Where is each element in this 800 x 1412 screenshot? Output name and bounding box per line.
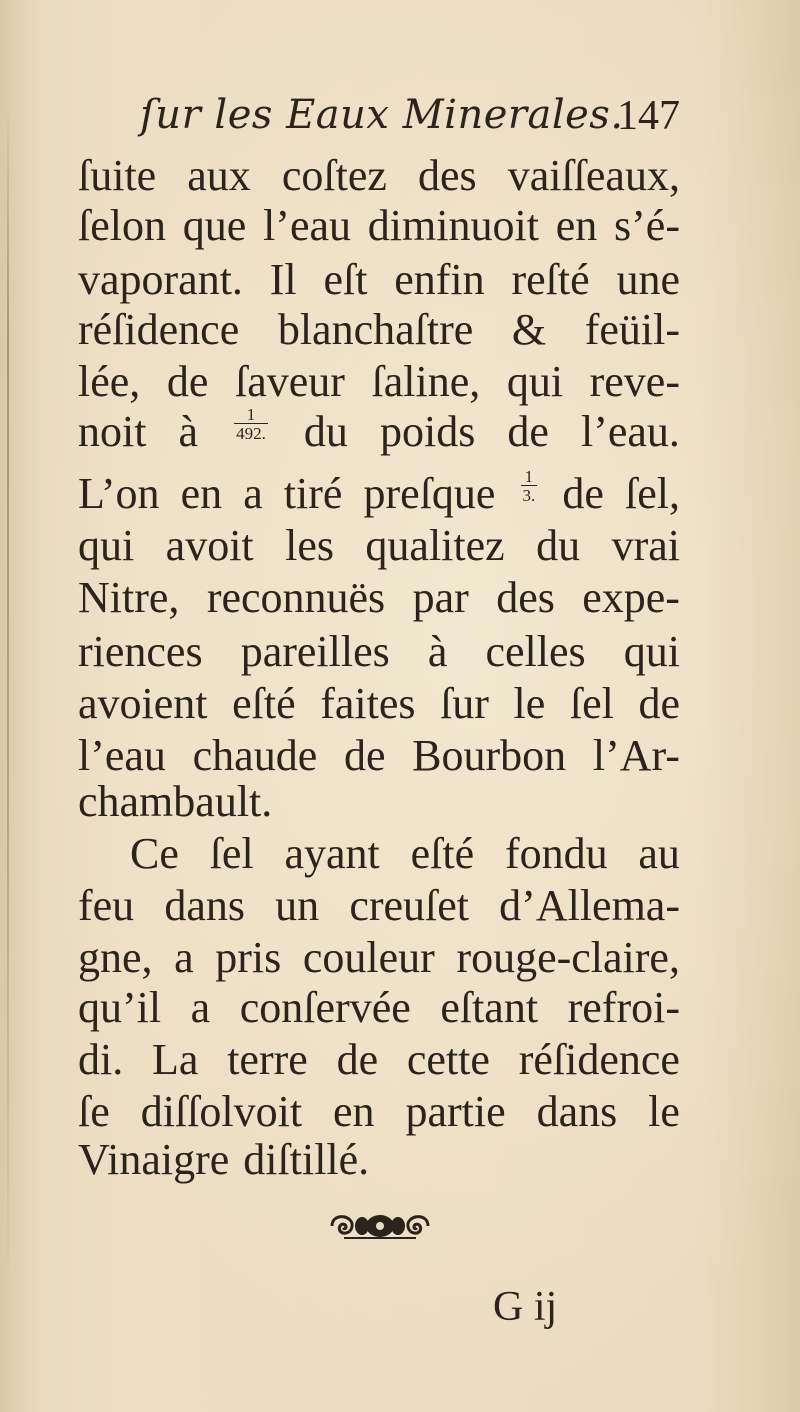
word: La: [152, 1035, 199, 1084]
word: celles: [485, 627, 586, 676]
word: chambault.: [78, 777, 273, 826]
word: ſel: [569, 679, 614, 728]
word: vaiſſeaux,: [507, 151, 680, 200]
running-head: ſur les Eaux Minerales.: [140, 92, 624, 138]
text-line: [78, 730, 680, 782]
text-line: [78, 626, 680, 678]
fraction: [521, 468, 538, 520]
word: une: [616, 255, 680, 304]
word: faites: [320, 679, 416, 728]
word: eſt: [323, 255, 368, 304]
word: feüil-: [584, 305, 680, 354]
word: de: [343, 731, 386, 780]
text-line: [78, 150, 680, 202]
word: de: [638, 679, 680, 728]
word: des: [496, 573, 555, 622]
word: l’eau: [263, 201, 352, 250]
fraction-numerator: 1: [246, 405, 256, 424]
word: couleur: [302, 933, 435, 982]
word: le: [648, 1087, 680, 1136]
word: ſuite: [78, 151, 157, 200]
text-line: [78, 1086, 680, 1138]
word: en: [180, 469, 223, 518]
word: l’eau.: [581, 407, 680, 456]
word: expe-: [582, 573, 680, 622]
word: eſté: [232, 679, 296, 728]
word: chaude: [192, 731, 318, 780]
word: conſervée: [239, 983, 411, 1032]
word: creuſet: [349, 881, 470, 930]
word: au: [638, 829, 680, 878]
word: pareilles: [240, 627, 390, 676]
word: du: [303, 407, 348, 456]
word: à: [178, 407, 199, 456]
text-line: [78, 880, 680, 932]
word: enfin: [394, 255, 485, 304]
word: de: [507, 407, 549, 456]
word: gne,: [78, 933, 153, 982]
word: noit: [78, 407, 147, 456]
word: l’Ar-: [592, 731, 680, 780]
tailpiece-ornament-icon: [324, 1206, 436, 1246]
text-line: [78, 1034, 680, 1086]
word: a: [174, 933, 194, 982]
word: qu’il: [78, 983, 162, 1032]
word: de: [166, 357, 209, 406]
text-line: [78, 254, 680, 306]
word: qui: [623, 627, 680, 676]
word: par: [412, 573, 469, 622]
word: aux: [187, 151, 251, 200]
word: vrai: [611, 521, 680, 570]
fraction-denominator: 3.: [522, 486, 536, 505]
text-line: [78, 678, 680, 730]
word: diſtillé.: [243, 1135, 370, 1184]
word: réſidence: [78, 305, 240, 354]
word: reconnuës: [206, 573, 386, 622]
text-line: [78, 468, 680, 520]
word: reſté: [511, 255, 590, 304]
word: l’eau: [78, 731, 166, 780]
word: diminuoit: [367, 201, 539, 250]
text-line: [78, 200, 680, 252]
word: avoient: [78, 679, 208, 728]
word: ayant: [284, 829, 380, 878]
word: avoit: [165, 521, 254, 570]
word: ſel,: [624, 469, 680, 518]
word: poids: [379, 407, 476, 456]
word: des: [417, 151, 477, 200]
text-line: [78, 1134, 680, 1186]
page-number: 147: [617, 93, 680, 139]
word: a: [243, 469, 263, 518]
word: de: [336, 1035, 379, 1084]
text-line: [78, 982, 680, 1034]
word: cette: [406, 1035, 490, 1084]
word: Vinaigre: [78, 1135, 230, 1184]
word: un: [275, 881, 320, 930]
word: ſel: [209, 829, 254, 878]
word: dans: [536, 1087, 618, 1136]
word: terre: [227, 1035, 308, 1084]
text-line: [78, 776, 680, 828]
word: partie: [405, 1087, 506, 1136]
word: reve-: [589, 357, 680, 406]
word: eſtant: [440, 983, 539, 1032]
word: preſque: [363, 469, 496, 518]
word: du: [536, 521, 581, 570]
fraction-numerator: 1: [524, 467, 534, 486]
word: rouge-claire,: [456, 933, 680, 982]
word: feu: [78, 881, 135, 930]
word: ſaline,: [371, 357, 481, 406]
text-line: [78, 932, 680, 984]
word: qui: [78, 521, 135, 570]
word: ſur: [440, 679, 489, 728]
word: Ce: [130, 829, 179, 878]
signature-mark: G ij: [493, 1284, 558, 1330]
word: L’on: [78, 469, 160, 518]
word: Nitre,: [78, 573, 180, 622]
word: lée,: [78, 357, 141, 406]
word: Il: [269, 255, 297, 304]
word: réſidence: [518, 1035, 680, 1084]
gutter-shadow: [7, 100, 9, 1300]
word: fondu: [504, 829, 608, 878]
word: riences: [78, 627, 203, 676]
fraction-denominator: 492.: [236, 424, 266, 443]
word: a: [190, 983, 211, 1032]
word: s’é-: [614, 201, 680, 250]
word: dans: [164, 881, 245, 930]
word: en: [333, 1087, 375, 1136]
word: &: [511, 305, 547, 354]
word: Bourbon: [412, 731, 567, 780]
word: di.: [78, 1035, 124, 1084]
word: qui: [506, 357, 564, 406]
word: ſe: [78, 1087, 110, 1136]
text-line: [78, 572, 680, 624]
word: coſtez: [281, 151, 387, 200]
word: refroi-: [567, 983, 680, 1032]
word: à: [427, 627, 448, 676]
word: diſſolvoit: [140, 1087, 303, 1136]
word: vaporant.: [78, 255, 243, 304]
word: pris: [215, 933, 282, 982]
word: d’Allema-: [499, 881, 680, 930]
text-line: [130, 828, 680, 880]
word: ſaveur: [234, 357, 345, 406]
text-line: [78, 356, 680, 408]
word: en: [555, 201, 598, 250]
fraction: [234, 406, 268, 458]
word: ſelon: [78, 201, 166, 250]
word: blanchaſtre: [277, 305, 474, 354]
text-line: [78, 304, 680, 356]
text-line: [78, 520, 680, 572]
word: de: [562, 469, 604, 518]
word: que: [182, 201, 247, 250]
word: eſté: [410, 829, 475, 878]
word: les: [285, 521, 334, 570]
word: le: [513, 679, 546, 728]
word: qualitez: [365, 521, 505, 570]
text-line: [78, 406, 680, 458]
word: tiré: [283, 469, 343, 518]
